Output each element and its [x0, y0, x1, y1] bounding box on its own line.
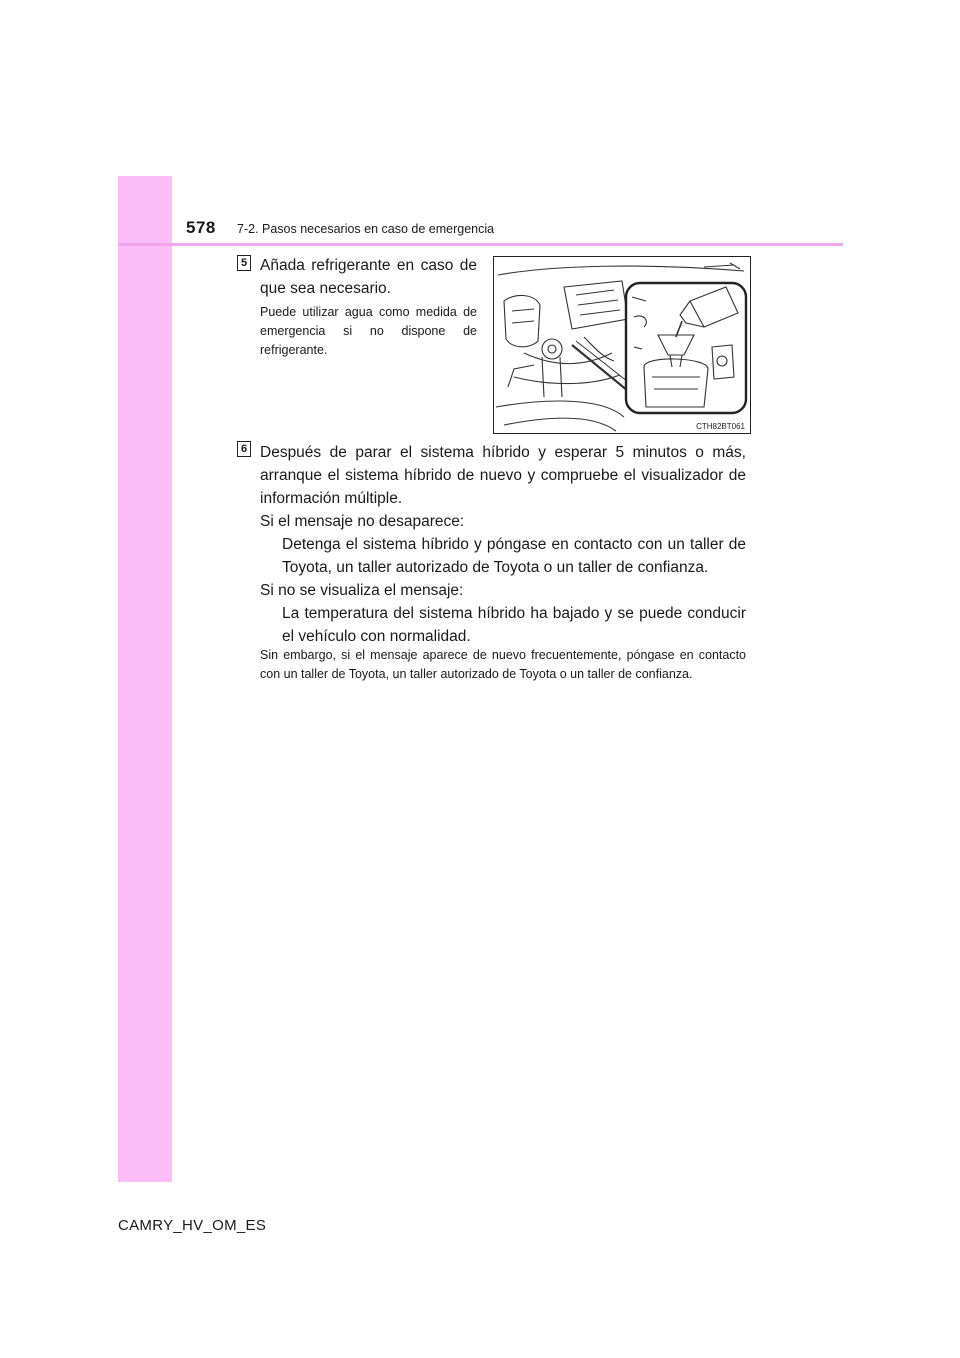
action-drive-normally: La temperatura del sistema híbrido ha bajado y se puede conducir el vehículo con normalidad.: [282, 605, 746, 645]
step-5-instruction: Añada refrigerante en caso de que sea necesario.: [260, 257, 477, 297]
condition-message-persists: Si el mensaje no desaparece:: [260, 513, 465, 530]
engine-bay-drawing: [494, 257, 750, 433]
figure-code: CTH82BT061: [696, 422, 745, 431]
condition-message-gone: Si no se visualiza el mensaje:: [260, 582, 464, 599]
detail-zoom-circle: [626, 283, 746, 413]
step-5-note: Puede utilizar agua como medida de emergencia si no dispone de refrigerante.: [260, 305, 477, 357]
side-color-tab: [118, 176, 172, 1182]
document-code: CAMRY_HV_OM_ES: [118, 1217, 267, 1234]
action-contact-dealer: Detenga el sistema híbrido y póngase en contacto con un taller de Toyota, un taller autorizado de Toyota o un taller de confianza.: [282, 536, 746, 576]
step-6-instruction: Después de parar el sistema híbrido y esperar 5 minutos o más, arranque el sistema híbrido de nuevo y compruebe el visualizador de información múltiple.: [260, 444, 746, 507]
page-number: 578: [186, 218, 216, 237]
step-6-note: Sin embargo, si el mensaje aparece de nuevo frecuentemente, póngase en contacto con un taller de Toyota, un taller autorizado de Toyota o un taller de confianza.: [260, 648, 746, 681]
coolant-refill-illustration: [493, 256, 751, 434]
section-title: 7-2. Pasos necesarios en caso de emergencia: [237, 222, 495, 236]
step-6-badge: 6: [237, 441, 251, 457]
header-divider: [118, 243, 843, 246]
step-5-badge: 5: [237, 255, 251, 271]
